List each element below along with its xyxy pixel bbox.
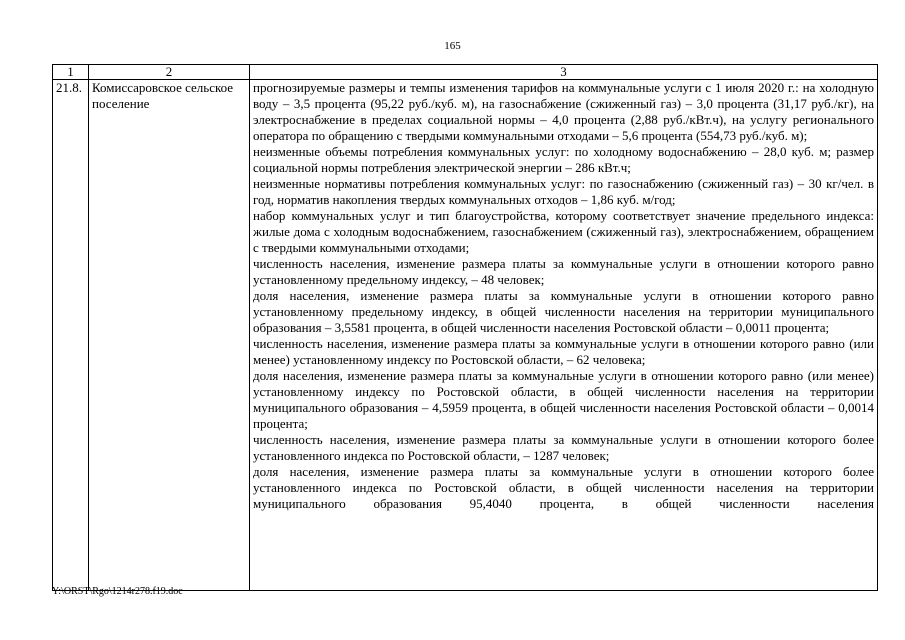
paragraph-population-equal: численность населения, изменение размера платы за коммунальные услуги в отношении которого равно установленному предельному индексу, – 48 человек;: [253, 256, 874, 287]
paragraph-consumption-volumes: неизменные объемы потребления коммунальных услуг: по холодному водоснабжению – 28,0 куб. м; размер социальной нормы потребления электрической энергии – 286 кВт.ч;: [253, 144, 874, 175]
tariff-table: [52, 64, 878, 591]
row-number: 21.8.: [53, 80, 89, 591]
column-header-3: 3: [250, 65, 878, 80]
paragraph-share-regional: доля населения, изменение размера платы за коммунальные услуги в отношении которого равно (или менее) установленному индексу по Ростовской области, в общей численности населения на территории муниципального образования – 4,5959 процента, в общей численности населения Ростовской области – 0,0014 процента;: [253, 368, 874, 431]
paragraph-share-above: доля населения, изменение размера платы за коммунальные услуги в отношении которого более установленного индекса по Ростовской области, в общей численности населения на территории муниципального образования 95,4040 процента, в общей численности населения: [253, 464, 874, 511]
paragraph-consumption-norms: неизменные нормативы потребления коммунальных услуг: по газоснабжению (сжиженный газ) – 30 кг/чел. в год, норматив накопления твердых коммунальных отходов – 1,86 куб. м/год;: [253, 176, 874, 207]
description-body: [253, 80, 874, 590]
paragraph-services-set: набор коммунальных услуг и тип благоустройства, которому соответствует значение предельного индекса: жилые дома с холодным водоснабжением, газоснабжением (сжиженный газ), электроснабжением, обращением с твердыми коммунальными отходами;: [253, 208, 874, 255]
column-header-1: 1: [53, 65, 89, 80]
paragraph-population-regional: численность населения, изменение размера платы за коммунальные услуги в отношении которого равно (или менее) установленному индексу по Ростовской области, – 62 человека;: [253, 336, 874, 367]
table-row: [53, 80, 878, 591]
paragraph-population-above: численность населения, изменение размера платы за коммунальные услуги в отношении которого более установленного индекса по Ростовской области, – 1287 человек;: [253, 432, 874, 463]
row-description: [250, 80, 878, 591]
page-number: 165: [444, 40, 461, 52]
table-header-row: [53, 65, 878, 80]
settlement-name: Комиссаровское сельское поселение: [89, 80, 250, 591]
paragraph-tariff-forecast: прогнозируемые размеры и темпы изменения тарифов на коммунальные услуги с 1 июля 2020 г.: на холодную воду – 3,5 процента (95,22 руб./куб. м), на газоснабжение (сжиженный газ) – 3,0 процента (31,17 руб./кг), на электроснабжение в пределах социальной нормы – 4,0 процента (2,88 руб./кВт.ч), на услугу регионального оператора по обращению с твердыми коммунальными отходами – 5,6 процента (554,73 руб./куб. м);: [253, 80, 874, 143]
column-header-2: 2: [89, 65, 250, 80]
footer-file-path: Y:\ORST\Rgo\1214r278.f19.doc: [52, 586, 183, 597]
paragraph-share-equal: доля населения, изменение размера платы за коммунальные услуги в отношении которого равно установленному предельному индексу, в общей численности населения на территории муниципального образования – 3,5581 процента, в общей численности населения Ростовской области – 0,0011 процента;: [253, 288, 874, 335]
